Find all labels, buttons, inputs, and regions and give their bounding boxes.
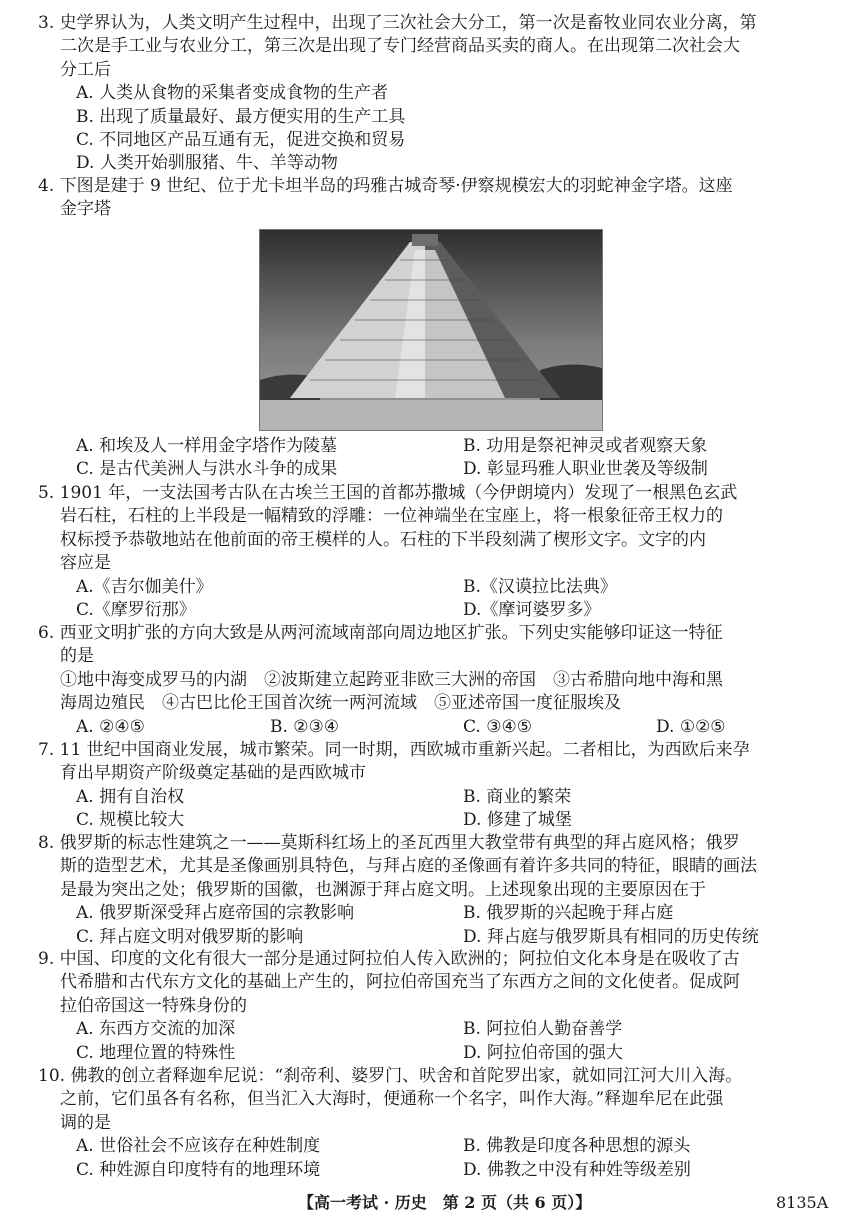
option-a: A. 东西方交流的加深 [76, 1019, 236, 1040]
option-d: D. 拜占庭与俄罗斯具有相同的历史传统 [463, 926, 759, 947]
question-text: 二次是手工业与农业分工，第三次是出现了专门经营商品买卖的商人。在出现第二次社会大 [60, 36, 740, 57]
question-6 [38, 622, 828, 739]
question-text: 分工后 [60, 59, 111, 80]
question-text: 育出早期资产阶级奠定基础的是西欧城市 [60, 763, 366, 784]
option-b: B.《汉谟拉比法典》 [463, 576, 617, 597]
option-d: D.《摩诃婆罗多》 [463, 600, 601, 621]
option-d: D. 阿拉伯帝国的强大 [463, 1042, 623, 1063]
question-10 [38, 1065, 828, 1182]
question-text: ①地中海变成罗马的内湖 ②波斯建立起跨亚非欧三大洲的帝国 ③古希腊向地中海和黑 [60, 669, 723, 690]
option-c: C. 拜占庭文明对俄罗斯的影响 [76, 926, 304, 947]
question-text: 9. 中国、印度的文化有很大一部分是通过阿拉伯人传入欧洲的；阿拉伯文化本身是在吸收了古 [38, 949, 740, 969]
option-a: A. 拥有自治权 [76, 786, 185, 807]
question-text: 容应是 [60, 553, 111, 574]
question-text: 10. 佛教的创立者释迦牟尼说：“刹帝利、婆罗门、吠舍和首陀罗出家，就如同江河大川入海。 [38, 1066, 743, 1086]
option-a: A. 人类从食物的采集者变成食物的生产者 [76, 83, 389, 104]
question-text: 是最为突出之处；俄罗斯的国徽，也渊源于拜占庭文明。上述现象出现的主要原因在于 [60, 879, 706, 900]
question-text: 海周边殖民 ④古巴比伦王国首次统一两河流域 ⑤亚述帝国一度征服埃及 [60, 693, 621, 714]
option-b: B. 出现了质量最好、最方便实用的生产工具 [76, 106, 406, 127]
question-text: 3. 史学界认为，人类文明产生过程中，出现了三次社会大分工，第一次是畜牧业同农业分离，第 [38, 13, 757, 33]
option-d: D. 修建了城堡 [463, 810, 572, 831]
footer-exam-code: 8135A [776, 1193, 829, 1212]
question-9 [38, 948, 828, 1065]
option-c: C. 是古代美洲人与洪水斗争的成果 [76, 459, 338, 480]
option-a: A. 和埃及人一样用金字塔作为陵墓 [76, 436, 338, 456]
option-c: C. ③④⑤ [463, 716, 532, 737]
option-b: B. 佛教是印度各种思想的源头 [463, 1136, 691, 1157]
option-b: B. 商业的繁荣 [463, 786, 572, 807]
option-b: B. 俄罗斯的兴起晚于拜占庭 [463, 903, 674, 924]
question-text: 7. 11 世纪中国商业发展，城市繁荣。同一时期，西欧城市重新兴起。二者相比，为西欧后来孕 [38, 740, 750, 760]
option-d: D. ①②⑤ [656, 716, 726, 737]
option-c: C. 种姓源自印度特有的地理环境 [76, 1159, 321, 1180]
option-a: A. 俄罗斯深受拜占庭帝国的宗教影响 [76, 903, 355, 924]
question-8 [38, 832, 828, 949]
option-d: D. 佛教之中没有种姓等级差别 [463, 1159, 691, 1180]
option-b: B. 阿拉伯人勤奋善学 [463, 1019, 623, 1040]
option-a: A.《吉尔伽美什》 [76, 576, 213, 597]
question-text: 岩石柱，石柱的上半段是一幅精致的浮雕：一位神端坐在宝座上，将一根象征帝王权力的 [60, 506, 723, 527]
question-text: 权标授予恭敬地站在他前面的帝王模样的人。石柱的下半段刻满了楔形文字。文字的内 [60, 529, 706, 550]
question-text: 金字塔 [60, 199, 111, 220]
question-3 [38, 12, 828, 176]
option-c: C. 规模比较大 [76, 810, 185, 831]
question-text: 4. 下图是建于 9 世纪、位于尤卡坦半岛的玛雅古城奇琴·伊察规模宏大的羽蛇神金字塔。这座 [38, 176, 733, 196]
option-c: C. 不同地区产品互通有无，促进交换和贸易 [76, 130, 406, 151]
option-d: D. 人类开始驯服猪、牛、羊等动物 [76, 153, 338, 174]
question-text: 6. 西亚文明扩张的方向大致是从两河流域南部向周边地区扩张。下列史实能够印证这一特征 [38, 623, 723, 643]
pyramid-photo [259, 229, 603, 431]
question-text: 的是 [60, 646, 94, 667]
question-text: 代希腊和古代东方文化的基础上产生的，阿拉伯帝国充当了东西方之间的文化使者。促成阿 [60, 972, 740, 993]
option-a: A. ②④⑤ [76, 716, 145, 737]
question-text: 斯的造型艺术，尤其是圣像画别具特色，与拜占庭的圣像画有着许多共同的特征，眼睛的画法 [60, 856, 757, 877]
question-text: 拉伯帝国这一特殊身份的 [60, 995, 247, 1016]
question-4 [38, 175, 828, 222]
option-d: D. 彰显玛雅人职业世袭及等级制 [463, 459, 708, 480]
question-text: 之前，它们虽各有名称，但当汇入大海时，便通称一个名字，叫作大海。”释迦牟尼在此强 [60, 1089, 724, 1110]
question-4-options [38, 435, 828, 482]
question-7 [38, 739, 828, 833]
option-c: C.《摩罗衍那》 [76, 600, 196, 621]
option-a: A. 世俗社会不应该存在种姓制度 [76, 1136, 321, 1157]
option-c: C. 地理位置的特殊性 [76, 1042, 236, 1063]
question-text: 8. 俄罗斯的标志性建筑之一——莫斯科红场上的圣瓦西里大教堂带有典型的拜占庭风格；俄罗 [38, 833, 740, 853]
option-b: B. 功用是祭祀神灵或者观察天象 [463, 436, 708, 456]
option-b: B. ②③④ [270, 716, 340, 737]
pyramid-image [260, 230, 602, 430]
footer-page-info: 【高一考试 · 历史 第 2 页（共 6 页）】 [298, 1193, 592, 1212]
question-text: 调的是 [60, 1112, 111, 1133]
question-5 [38, 482, 828, 622]
question-text: 5. 1901 年，一支法国考古队在古埃兰王国的首都苏撒城（今伊朗境内）发现了一根黑色玄武 [38, 483, 738, 503]
